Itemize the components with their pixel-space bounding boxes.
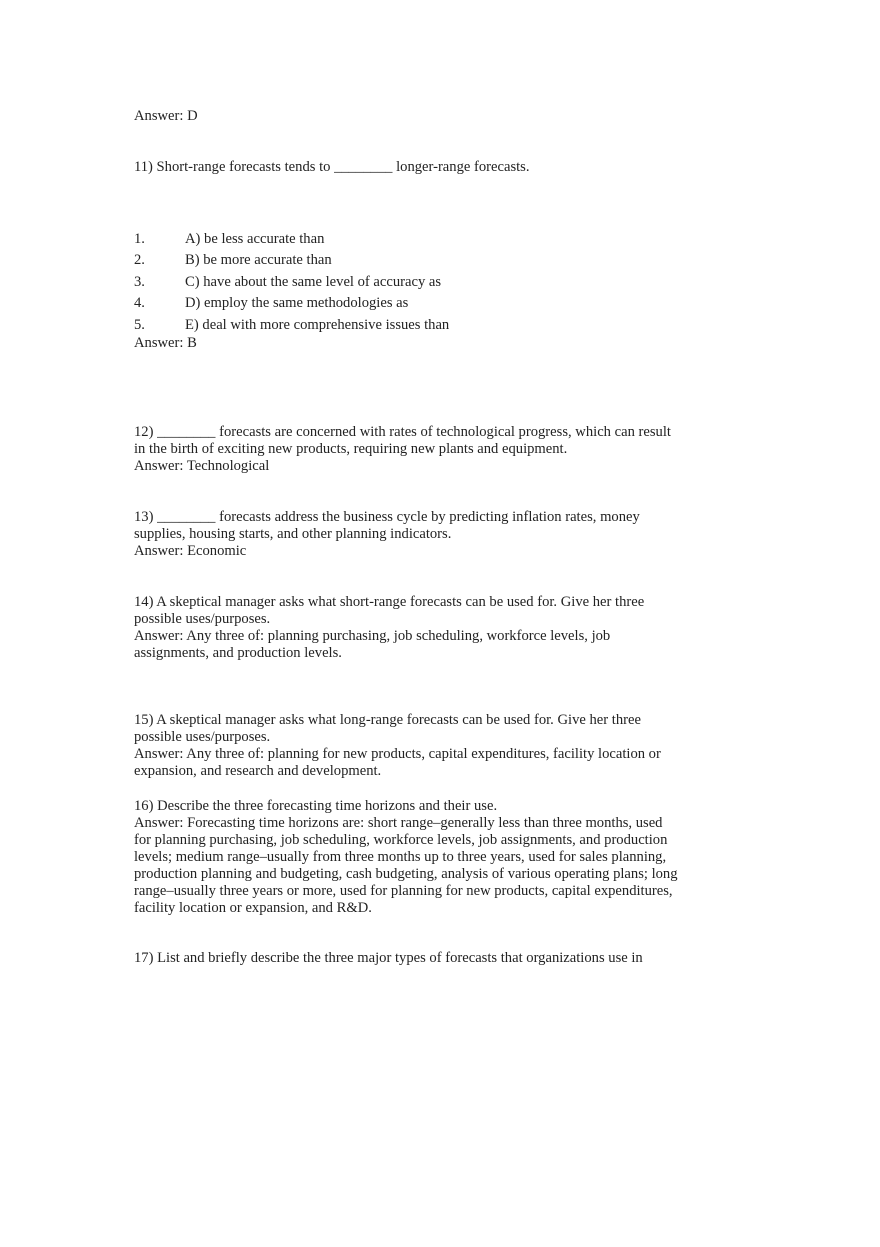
answer-q10: Answer: D (134, 108, 198, 124)
answer-q12: Answer: Technological (134, 458, 270, 474)
option-text: C) have about the same level of accuracy as (185, 274, 442, 290)
option-text: D) employ the same methodologies as (185, 295, 409, 311)
question-16: 16) Describe the three forecasting time horizons and their use. (134, 798, 498, 814)
question-14-line-2: possible uses/purposes. (134, 611, 271, 627)
answer-q16-line-5: range–usually three years or more, used for planning for new products, capital expenditures, (134, 883, 673, 899)
option-3 (134, 274, 441, 291)
answer-q14-line-1: Answer: Any three of: planning purchasing, job scheduling, workforce levels, job (134, 628, 611, 644)
question-17: 17) List and briefly describe the three major types of forecasts that organizations use in (134, 950, 643, 966)
question-12-line-1: 12) ________ forecasts are concerned with rates of technological progress, which can result (134, 424, 671, 440)
option-4 (134, 295, 408, 312)
answer-q14-line-2: assignments, and production levels. (134, 645, 342, 661)
option-2 (134, 252, 332, 269)
option-text: B) be more accurate than (185, 252, 332, 268)
answer-q16-line-4: production planning and budgeting, cash budgeting, analysis of various operating plans; long (134, 866, 678, 882)
answer-q15-line-1: Answer: Any three of: planning for new products, capital expenditures, facility location or (134, 746, 661, 762)
option-number: 5. (134, 317, 145, 333)
option-text: A) be less accurate than (185, 231, 325, 247)
answer-q16-line-6: facility location or expansion, and R&D. (134, 900, 372, 916)
answer-q16-line-2: for planning purchasing, job scheduling, workforce levels, job assignments, and production (134, 832, 668, 848)
question-15-line-2: possible uses/purposes. (134, 729, 271, 745)
answer-q16-line-1: Answer: Forecasting time horizons are: short range–generally less than three months, used (134, 815, 663, 831)
question-12-line-2: in the birth of exciting new products, requiring new plants and equipment. (134, 441, 568, 457)
option-number: 3. (134, 274, 145, 290)
question-15-line-1: 15) A skeptical manager asks what long-range forecasts can be used for. Give her three (134, 712, 641, 728)
option-number: 2. (134, 252, 145, 268)
answer-q15-line-2: expansion, and research and development. (134, 763, 382, 779)
option-number: 4. (134, 295, 145, 311)
question-14-line-1: 14) A skeptical manager asks what short-range forecasts can be used for. Give her three (134, 594, 645, 610)
answer-q16-line-3: levels; medium range–usually from three months up to three years, used for sales planning, (134, 849, 667, 865)
option-5 (134, 317, 449, 334)
option-1 (134, 231, 324, 248)
answer-q13: Answer: Economic (134, 543, 247, 559)
answer-q11: Answer: B (134, 335, 197, 351)
option-number: 1. (134, 231, 145, 247)
question-11: 11) Short-range forecasts tends to ________ longer-range forecasts. (134, 159, 530, 175)
question-13-line-1: 13) ________ forecasts address the business cycle by predicting inflation rates, money (134, 509, 640, 525)
question-13-line-2: supplies, housing starts, and other planning indicators. (134, 526, 452, 542)
option-text: E) deal with more comprehensive issues than (185, 317, 450, 333)
